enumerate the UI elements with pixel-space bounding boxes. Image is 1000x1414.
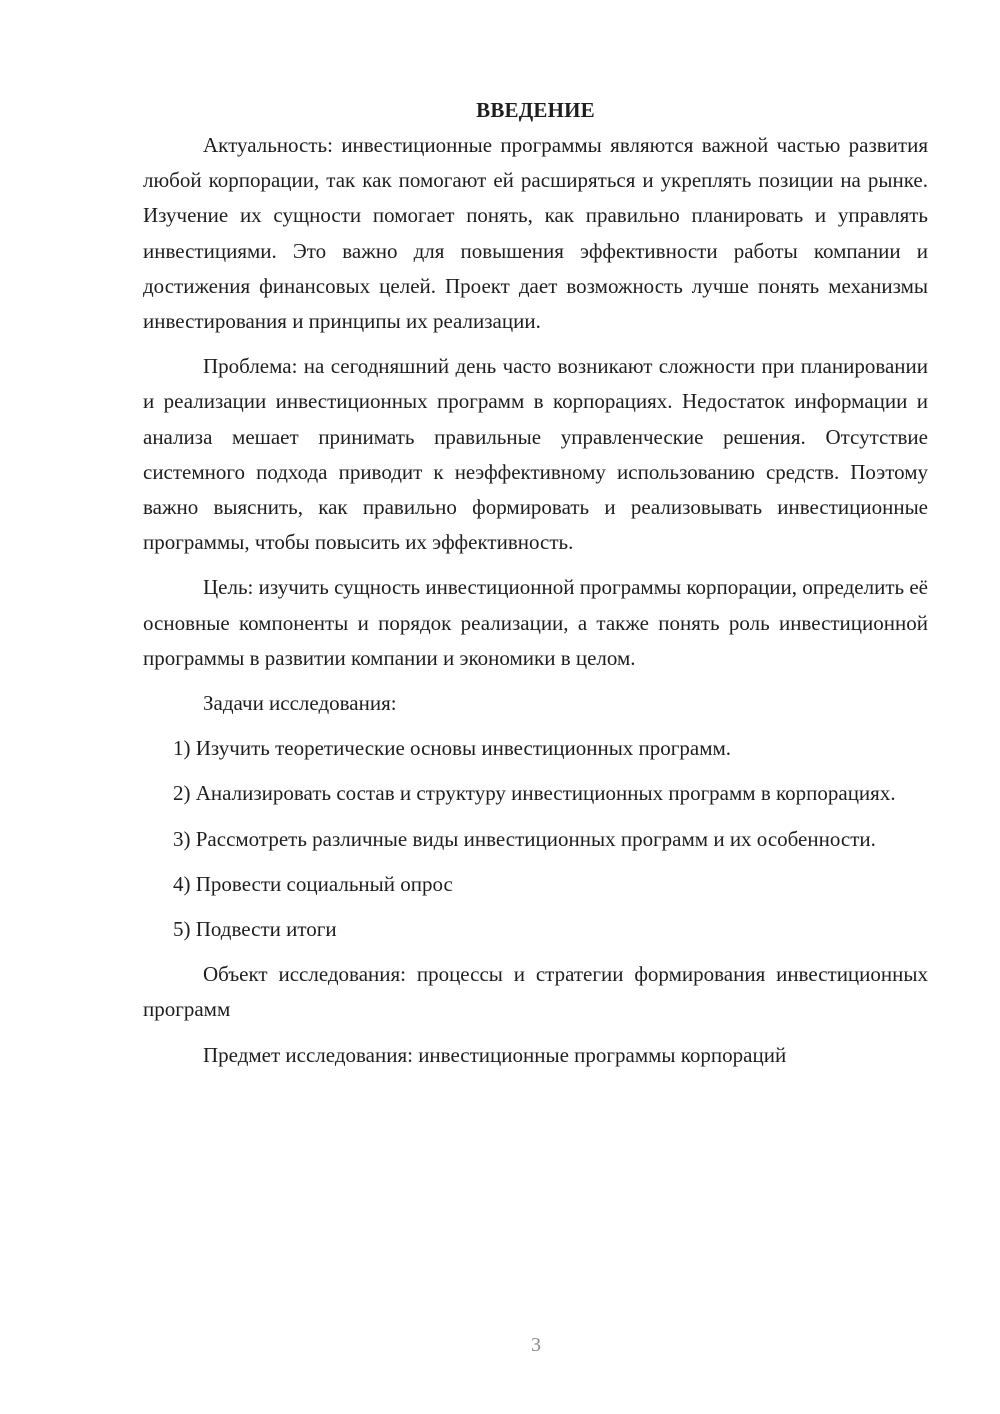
task-item-4: 4) Провести социальный опрос bbox=[173, 871, 453, 896]
page-content bbox=[143, 93, 928, 1073]
paragraph-subject: Предмет исследования: инвестиционные программы корпораций bbox=[203, 1042, 787, 1067]
paragraph-relevance: Актуальность: инвестиционные программы являются важной частью развития любой корпорации, так как помогают ей расширяться и укреплять позиции на рынке. Изучение их сущности помогает понять, как правильно планировать и управлять инвестициями. Это важно для повышения эффективности работы компании и достижения финансовых целей. Проект дает возможность лучше понять механизмы инвестирования и принципы их реализации. bbox=[143, 133, 928, 334]
section-heading: ВВЕДЕНИЕ bbox=[476, 98, 595, 122]
tasks-heading: Задачи исследования: bbox=[203, 691, 397, 716]
paragraph-problem: Проблема: на сегодняшний день часто возникают сложности при планировании и реализации инвестиционных программ в корпорациях. Недостаток информации и анализа мешает принимать правильные управленческие решения. Отсутствие системного подхода приводит к неэффективному использованию средств. Поэтому важно выяснить, как правильно формировать и реализовывать инвестиционные программы, чтобы повысить их эффективность. bbox=[143, 354, 928, 555]
task-item-3: 3) Рассмотреть различные виды инвестиционных программ и их особенности. bbox=[173, 826, 876, 851]
task-item-2: 2) Анализировать состав и структуру инвестиционных программ в корпорациях. bbox=[173, 781, 896, 806]
task-item-1: 1) Изучить теоретические основы инвестиционных программ. bbox=[173, 736, 732, 761]
paragraph-goal: Цель: изучить сущность инвестиционной программы корпорации, определить её основные компоненты и порядок реализации, а также понять роль инвестиционной программы в развитии компании и экономики в целом. bbox=[143, 575, 928, 670]
task-item-5: 5) Подвести итоги bbox=[173, 917, 337, 942]
paragraph-object: Объект исследования: процессы и стратегии формирования инвестиционных программ bbox=[143, 962, 928, 1022]
page-number: 3 bbox=[531, 1334, 541, 1356]
